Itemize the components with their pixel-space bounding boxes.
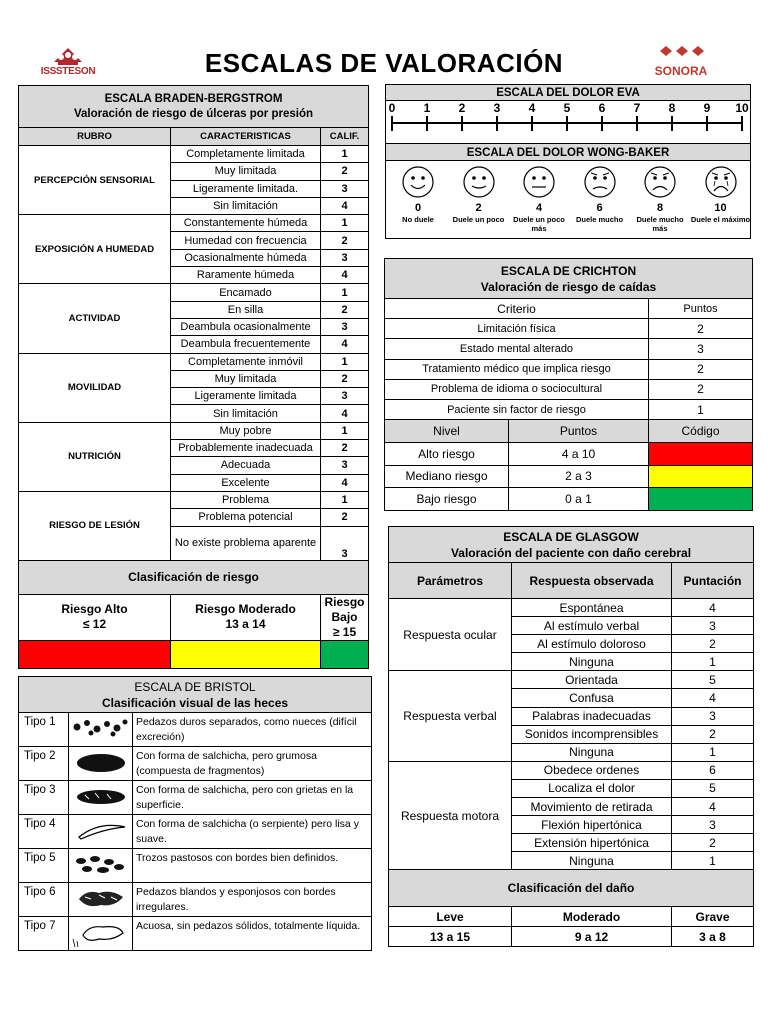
bristol-tipo: Tipo 5 — [19, 849, 69, 883]
glasgow-severity-labels — [389, 907, 754, 927]
glasgow-parametro: Respuesta motora — [389, 761, 512, 870]
crichton-level-puntos: 4 a 10 — [509, 442, 649, 465]
wong-baker-value: 2 — [475, 202, 482, 214]
braden-rubro: MOVILIDAD — [19, 353, 171, 422]
glasgow-respuesta: Confusa — [512, 689, 672, 707]
glasgow-puntos: 2 — [672, 635, 754, 653]
braden-risk-label: Riesgo Moderado — [195, 602, 296, 617]
glasgow-severity-range: 9 a 12 — [512, 927, 672, 947]
glasgow-respuesta: Localiza el dolor — [512, 779, 672, 797]
braden-calif: 2 — [321, 370, 369, 387]
glasgow-puntos: 1 — [672, 743, 754, 761]
eva-tick-label: 3 — [493, 101, 501, 115]
glasgow-respuesta: Orientada — [512, 671, 672, 689]
glasgow-clasificacion: Clasificación del daño — [389, 870, 754, 907]
crichton-criterio: Problema de idioma o sociocultural — [385, 379, 649, 399]
braden-caracteristica: Sin limitación — [171, 405, 321, 422]
braden-caracteristica: Constantemente húmeda — [171, 215, 321, 232]
braden-calif: 3 — [321, 388, 369, 405]
crichton-puntos: 2 — [649, 359, 753, 379]
glasgow-puntos: 4 — [672, 689, 754, 707]
braden-calif: 2 — [321, 232, 369, 249]
wong-baker-value: 6 — [596, 202, 603, 214]
glasgow-subtitle: Valoración del paciente con daño cerebral — [450, 545, 692, 560]
crichton-table — [384, 258, 753, 511]
crichton-level-puntos: 0 a 1 — [509, 488, 649, 511]
braden-caracteristica: Completamente inmóvil — [171, 353, 321, 370]
braden-caracteristica: Raramente húmeda — [171, 267, 321, 284]
braden-caracteristica: Muy limitada — [171, 163, 321, 180]
glasgow-puntos: 3 — [672, 816, 754, 834]
glasgow-table — [388, 526, 754, 947]
braden-risk-colors — [19, 640, 369, 668]
wong-baker-value: 10 — [714, 202, 727, 214]
glasgow-severity-range: 3 a 8 — [672, 927, 754, 947]
glasgow-row — [389, 671, 754, 689]
eva-title: ESCALA DEL DOLOR EVA — [386, 85, 750, 101]
braden-caracteristica: Probablemente inadecuada — [171, 440, 321, 457]
eva-tick-label: 5 — [563, 101, 571, 115]
bristol-title — [19, 677, 372, 713]
braden-calif: 2 — [321, 509, 369, 526]
face-icon — [462, 165, 496, 199]
crichton-level-color — [649, 488, 753, 511]
sonora-logo-text: SONORA — [654, 64, 708, 78]
crichton-level-row — [385, 465, 753, 488]
bristol-tipo: Tipo 2 — [19, 747, 69, 781]
crichton-puntos: 2 — [649, 379, 753, 399]
glasgow-col-respuesta: Respuesta observada — [512, 563, 672, 599]
braden-calif: 4 — [321, 336, 369, 353]
crichton-level-col: Puntos — [509, 420, 649, 443]
braden-title — [19, 86, 369, 128]
braden-risk-label: Riesgo Alto — [61, 602, 128, 617]
face-icon — [643, 165, 677, 199]
wong-baker-face — [449, 165, 509, 225]
braden-calif: 2 — [321, 440, 369, 457]
glasgow-severity-label: Grave — [672, 907, 754, 927]
crichton-puntos: 1 — [649, 399, 753, 419]
bristol-desc: Acuosa, sin pedazos sólidos, totalmente líquida. — [133, 917, 372, 951]
wong-baker-title: ESCALA DEL DOLOR WONG-BAKER — [386, 143, 750, 161]
braden-col-caracteristicas: CARACTERISTICAS — [171, 128, 321, 146]
eva-tick-label: 10 — [735, 101, 749, 115]
glasgow-puntos: 5 — [672, 779, 754, 797]
braden-caracteristica: Deambula frecuentemente — [171, 336, 321, 353]
wong-baker-value: 4 — [535, 202, 543, 214]
bristol-image — [69, 849, 133, 883]
braden-risk-range: ≤ 12 — [82, 617, 107, 632]
wong-baker-label: Duele el máximo — [690, 215, 751, 224]
glasgow-severity-range: 13 a 15 — [389, 927, 512, 947]
braden-calif: 3 — [321, 457, 369, 474]
glasgow-puntos: 3 — [672, 617, 754, 635]
crichton-row — [385, 339, 753, 359]
face-icon — [583, 165, 617, 199]
braden-calif: 3 — [321, 249, 369, 266]
braden-risk-swatch — [19, 640, 171, 668]
braden-calif: 1 — [321, 353, 369, 370]
glasgow-puntos: 2 — [672, 834, 754, 852]
bristol-tipo: Tipo 3 — [19, 781, 69, 815]
eva-tick-label: 2 — [458, 101, 466, 115]
braden-caracteristica: Completamente limitada — [171, 146, 321, 163]
glasgow-respuesta: Ninguna — [512, 852, 672, 870]
braden-risk-range: ≥ 15 — [332, 624, 357, 639]
braden-caracteristica: Adecuada — [171, 457, 321, 474]
braden-caracteristica: Ligeramente limitada. — [171, 180, 321, 197]
bristol-image — [69, 815, 133, 849]
bristol-desc: Pedazos blandos y esponjosos con bordes irregulares. — [133, 883, 372, 917]
bristol-desc: Con forma de salchicha (o serpiente) pero lisa y suave. — [133, 815, 372, 849]
braden-caracteristica: Muy limitada — [171, 370, 321, 387]
stool-type-icon — [69, 917, 133, 947]
braden-row — [19, 284, 369, 301]
crichton-col-criterio: Criterio — [385, 299, 649, 319]
braden-calif: 4 — [321, 267, 369, 284]
braden-calif: 2 — [321, 301, 369, 318]
crichton-level-color — [649, 465, 753, 488]
braden-calif: 1 — [321, 215, 369, 232]
crichton-level-col: Código — [649, 420, 753, 443]
braden-rubro: EXPOSICIÓN A HUMEDAD — [19, 215, 171, 284]
bristol-image — [69, 713, 133, 747]
braden-caracteristica: Problema — [171, 491, 321, 508]
eva-ruler — [386, 101, 750, 137]
crichton-level-puntos: 2 a 3 — [509, 465, 649, 488]
braden-caracteristica: Encamado — [171, 284, 321, 301]
bristol-row — [19, 747, 372, 781]
bristol-image — [69, 781, 133, 815]
braden-caracteristica: Ocasionalmente húmeda — [171, 249, 321, 266]
bristol-row — [19, 849, 372, 883]
crichton-level-col: Nivel — [385, 420, 509, 443]
braden-calif: 4 — [321, 405, 369, 422]
stool-type-icon — [69, 883, 133, 913]
braden-risk — [171, 594, 321, 640]
braden-caracteristica: Problema potencial — [171, 509, 321, 526]
crichton-level-row — [385, 488, 753, 511]
braden-rubro: RIESGO DE LESIÓN — [19, 491, 171, 560]
glasgow-col-parametros: Parámetros — [389, 563, 512, 599]
crichton-nivel: Mediano riesgo — [385, 465, 509, 488]
glasgow-respuesta: Extensión hipertónica — [512, 834, 672, 852]
wong-baker-face — [630, 165, 690, 233]
crichton-criterio: Estado mental alterado — [385, 339, 649, 359]
glasgow-clasificacion-row — [389, 870, 754, 907]
crichton-row — [385, 379, 753, 399]
braden-calif: 3 — [321, 318, 369, 335]
crichton-title-text: ESCALA DE CRICHTON — [500, 263, 637, 278]
braden-rubro: ACTIVIDAD — [19, 284, 171, 353]
bristol-image — [69, 883, 133, 917]
glasgow-puntos: 4 — [672, 599, 754, 617]
glasgow-row — [389, 761, 754, 779]
glasgow-puntos: 4 — [672, 798, 754, 816]
eva-tick-label: 9 — [703, 101, 711, 115]
braden-calif: 3 — [321, 526, 369, 560]
crichton-level-color — [649, 442, 753, 465]
braden-calif: 1 — [321, 146, 369, 163]
braden-caracteristica: No existe problema aparente — [171, 526, 321, 560]
crichton-criterio: Limitación física — [385, 319, 649, 339]
braden-risk-label: Riesgo Bajo — [324, 594, 365, 624]
crichton-title — [385, 259, 753, 299]
wong-baker-face — [570, 165, 630, 225]
crichton-row — [385, 359, 753, 379]
braden-calif: 1 — [321, 284, 369, 301]
bristol-row — [19, 815, 372, 849]
page-title: ESCALAS DE VALORACIÓN — [204, 48, 564, 78]
eva-tick-label: 0 — [388, 101, 396, 115]
stool-type-icon — [69, 815, 133, 845]
braden-caracteristica: Ligeramente limitada — [171, 388, 321, 405]
glasgow-severity-ranges — [389, 927, 754, 947]
braden-calif: 4 — [321, 474, 369, 491]
braden-caracteristica: Deambula ocasionalmente — [171, 318, 321, 335]
braden-calif: 1 — [321, 422, 369, 439]
glasgow-puntos: 1 — [672, 653, 754, 671]
eva-tick-label: 4 — [528, 101, 536, 115]
bristol-tipo: Tipo 7 — [19, 917, 69, 951]
stool-type-icon — [69, 781, 133, 811]
bristol-row — [19, 883, 372, 917]
braden-col-rubro: RUBRO — [19, 128, 171, 146]
bristol-title-text: ESCALA DE BRISTOL — [134, 679, 256, 694]
braden-title-text: ESCALA BRADEN-BERGSTROM — [104, 92, 283, 105]
braden-caracteristica: Muy pobre — [171, 422, 321, 439]
bristol-desc: Trozos pastosos con bordes bien definidos. — [133, 849, 372, 883]
face-icon — [704, 165, 738, 199]
glasgow-parametro: Respuesta verbal — [389, 671, 512, 761]
glasgow-respuesta: Al estímulo doloroso — [512, 635, 672, 653]
glasgow-puntos: 5 — [672, 671, 754, 689]
glasgow-puntos: 3 — [672, 707, 754, 725]
crichton-col-puntos: Puntos — [649, 299, 753, 319]
braden-risk-swatch — [321, 640, 369, 668]
crichton-level-header — [385, 420, 753, 443]
wong-baker-face — [388, 165, 448, 225]
braden-row — [19, 353, 369, 370]
stool-type-icon — [69, 747, 133, 777]
glasgow-severity-label: Leve — [389, 907, 512, 927]
braden-caracteristica: Humedad con frecuencia — [171, 232, 321, 249]
braden-col-calif: CALIF. — [321, 128, 369, 146]
crichton-puntos: 2 — [649, 319, 753, 339]
face-icon — [522, 165, 556, 199]
braden-calif: 2 — [321, 163, 369, 180]
braden-risk — [19, 594, 171, 640]
wong-baker-label: Duele un poco — [452, 215, 505, 224]
stool-type-icon — [69, 849, 133, 879]
glasgow-respuesta: Sonidos incomprensibles — [512, 725, 672, 743]
braden-subtitle: Valoración de riesgo de úlceras por presión — [73, 107, 314, 120]
braden-risk-labels — [19, 594, 369, 640]
bristol-desc: Pedazos duros separados, como nueces (difícil excreción) — [133, 713, 372, 747]
glasgow-puntos: 1 — [672, 852, 754, 870]
bristol-tipo: Tipo 6 — [19, 883, 69, 917]
wong-baker-face — [509, 165, 569, 233]
face-icon — [401, 165, 435, 199]
wong-baker-label: Duele mucho — [575, 215, 624, 224]
glasgow-respuesta: Flexión hipertónica — [512, 816, 672, 834]
wong-baker-label: Duele un poco más — [513, 215, 565, 233]
glasgow-respuesta: Espontánea — [512, 599, 672, 617]
crichton-nivel: Bajo riesgo — [385, 488, 509, 511]
issste-logo-text: ISSSTESON — [40, 66, 96, 77]
braden-caracteristica: Sin limitación — [171, 197, 321, 214]
braden-calif: 1 — [321, 491, 369, 508]
glasgow-puntos: 2 — [672, 725, 754, 743]
wong-baker-value: 8 — [656, 202, 664, 214]
braden-risk-swatch — [171, 640, 321, 668]
glasgow-respuesta: Ninguna — [512, 743, 672, 761]
crichton-criterio: Tratamiento médico que implica riesgo — [385, 359, 649, 379]
glasgow-respuesta: Movimiento de retirada — [512, 798, 672, 816]
braden-clasificacion: Clasificación de riesgo — [19, 560, 369, 594]
crichton-nivel: Alto riesgo — [385, 442, 509, 465]
bristol-image — [69, 747, 133, 781]
wong-baker-face — [691, 165, 751, 225]
glasgow-severity-label: Moderado — [512, 907, 672, 927]
braden-risk — [321, 594, 369, 640]
bristol-subtitle: Clasificación visual de las heces — [101, 695, 289, 710]
wong-baker-label: No duele — [402, 215, 434, 224]
braden-rubro: PERCEPCIÓN SENSORIAL — [19, 146, 171, 215]
braden-row — [19, 146, 369, 163]
bristol-tipo: Tipo 1 — [19, 713, 69, 747]
bristol-image — [69, 917, 133, 951]
bristol-table — [18, 676, 372, 951]
bristol-row — [19, 781, 372, 815]
braden-row — [19, 422, 369, 439]
braden-row — [19, 491, 369, 508]
eva-panel — [385, 84, 751, 239]
bristol-row — [19, 713, 372, 747]
bristol-desc: Con forma de salchicha, pero grumosa (compuesta de fragmentos) — [133, 747, 372, 781]
braden-calif: 3 — [321, 180, 369, 197]
eva-tick-label: 6 — [598, 101, 606, 115]
glasgow-row — [389, 599, 754, 617]
bristol-row — [19, 917, 372, 951]
eva-tick-label: 8 — [668, 101, 676, 115]
bristol-tipo: Tipo 4 — [19, 815, 69, 849]
braden-caracteristica: En silla — [171, 301, 321, 318]
bristol-desc: Con forma de salchicha, pero con grietas en la superficie. — [133, 781, 372, 815]
braden-rubro: NUTRICIÓN — [19, 422, 171, 491]
braden-table — [18, 85, 369, 669]
crichton-row — [385, 319, 753, 339]
glasgow-parametro: Respuesta ocular — [389, 599, 512, 671]
glasgow-respuesta: Palabras inadecuadas — [512, 707, 672, 725]
glasgow-title-text: ESCALA DE GLASGOW — [503, 529, 639, 544]
crichton-level-row — [385, 442, 753, 465]
glasgow-respuesta: Al estímulo verbal — [512, 617, 672, 635]
eva-tick-label: 1 — [423, 101, 431, 115]
crichton-puntos: 3 — [649, 339, 753, 359]
wong-baker-label: Duele mucho más — [636, 215, 684, 233]
braden-caracteristica: Excelente — [171, 474, 321, 491]
braden-risk-range: 13 a 14 — [225, 617, 266, 632]
eva-tick-label: 7 — [633, 101, 641, 115]
braden-calif: 4 — [321, 197, 369, 214]
stool-type-icon — [69, 713, 133, 743]
glasgow-title — [389, 527, 754, 563]
glasgow-respuesta: Ninguna — [512, 653, 672, 671]
braden-row — [19, 215, 369, 232]
wong-baker-value: 0 — [414, 202, 422, 214]
crichton-row — [385, 399, 753, 419]
glasgow-puntos: 6 — [672, 761, 754, 779]
glasgow-respuesta: Obedece ordenes — [512, 761, 672, 779]
crichton-subtitle: Valoración de riesgo de caídas — [480, 279, 657, 294]
crichton-criterio: Paciente sin factor de riesgo — [385, 399, 649, 419]
glasgow-col-puntacion: Puntación — [672, 563, 754, 599]
